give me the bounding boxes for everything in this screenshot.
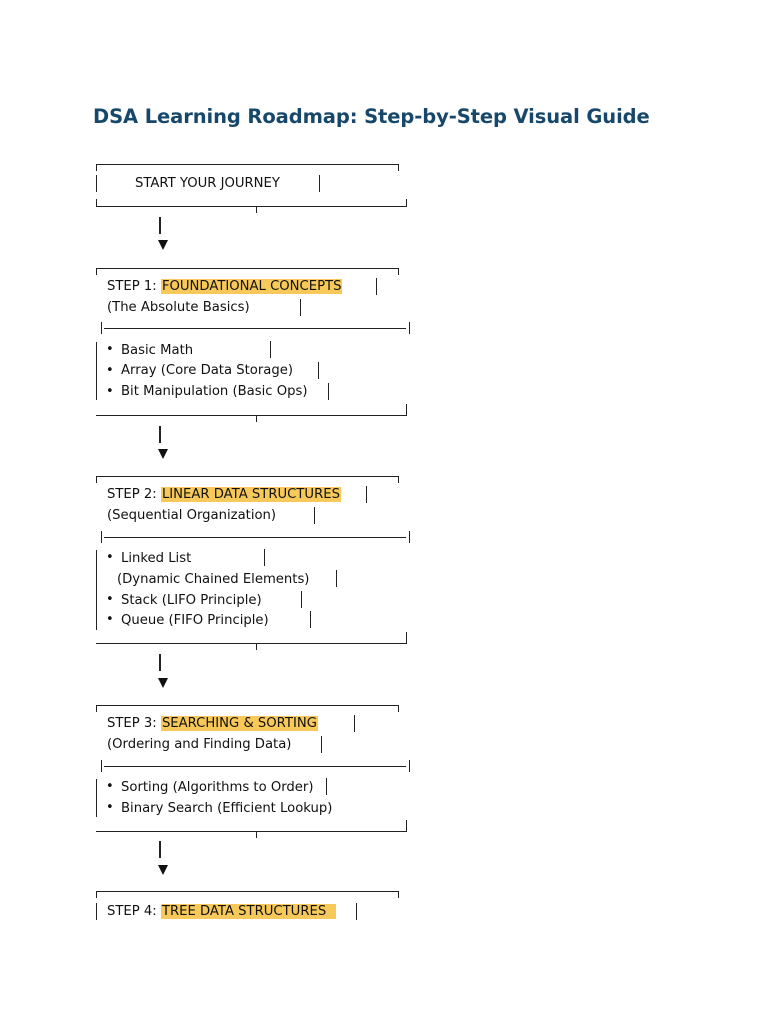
step-3-subtitle: (Ordering and Finding Data) [107, 737, 292, 752]
list-item: Binary Search (Efficient Lookup) [121, 801, 333, 816]
list-item: (Dynamic Chained Elements) [117, 572, 310, 587]
list-item: Array (Core Data Storage) [121, 363, 293, 378]
step-2-heading: STEP 2: LINEAR DATA STRUCTURES [107, 487, 340, 502]
step-4-highlight: TREE DATA STRUCTURES [161, 904, 336, 919]
step-1-highlight: FOUNDATIONAL CONCEPTS [161, 279, 342, 294]
list-item: Linked List [121, 551, 192, 566]
step-1-subtitle: (The Absolute Basics) [107, 300, 250, 315]
page-title: DSA Learning Roadmap: Step-by-Step Visual Guide [93, 105, 650, 128]
step-4-heading: STEP 4: TREE DATA STRUCTURES [107, 904, 336, 920]
start-label: START YOUR JOURNEY [135, 176, 280, 191]
step-3-heading: STEP 3: SEARCHING & SORTING [107, 716, 317, 731]
step-3-highlight: SEARCHING & SORTING [161, 716, 317, 731]
list-item: Sorting (Algorithms to Order) [121, 780, 314, 795]
list-item: Stack (LIFO Principle) [121, 593, 262, 608]
list-item: Queue (FIFO Principle) [121, 613, 269, 628]
list-item: Basic Math [121, 343, 194, 358]
step-2-subtitle: (Sequential Organization) [107, 508, 277, 523]
list-item: Bit Manipulation (Basic Ops) [121, 384, 308, 399]
step-2-highlight: LINEAR DATA STRUCTURES [161, 487, 340, 502]
step-1-heading: STEP 1: FOUNDATIONAL CONCEPTS [107, 279, 342, 294]
